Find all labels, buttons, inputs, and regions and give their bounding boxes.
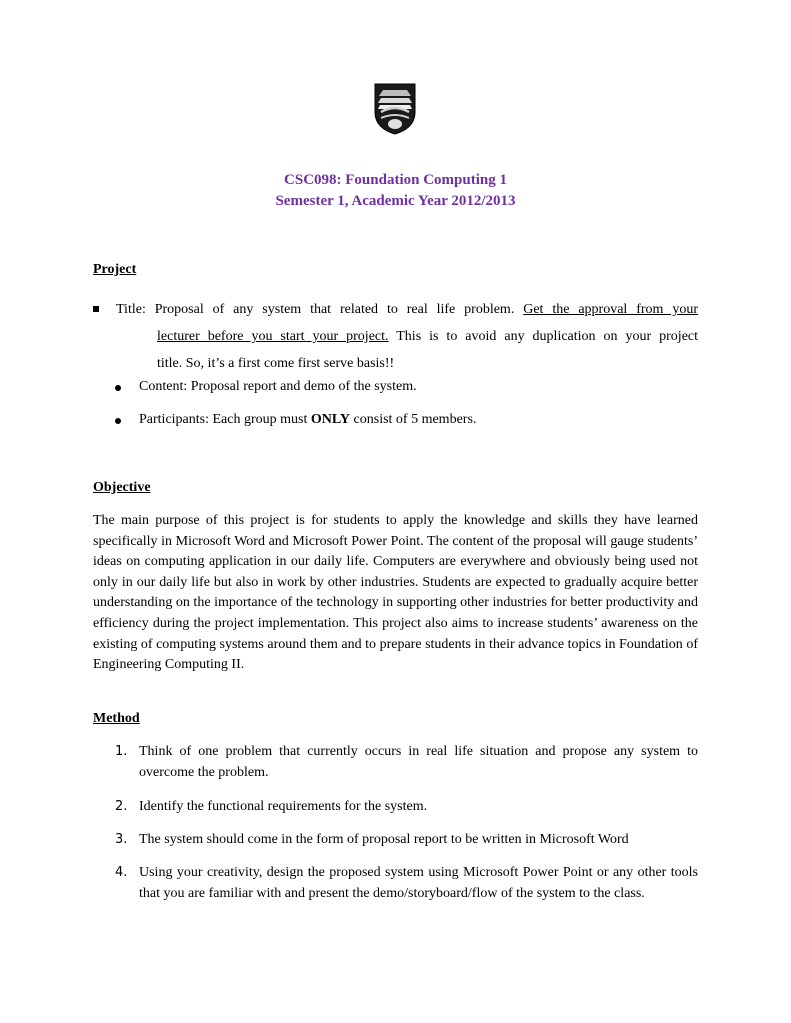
title-item-line3: title. So, it’s a first come first serve basis!! [157,356,395,371]
list-item-text: Think of one problem that currently occurs in real life situation and propose any system to overcome the problem. [139,744,698,780]
participants-prefix: Participants: Each group must [139,412,308,427]
participants-suffix: consist of 5 members. [353,412,477,427]
bullet-dot-icon [115,385,121,391]
title-item-prefix: Title: Proposal of any system that related to real life problem. [116,302,515,317]
title-item-line1 [116,296,698,323]
list-number: 3. [115,832,128,847]
square-bullet-icon [93,306,99,312]
semester-title: Semester 1, Academic Year 2012/2013 [275,193,516,209]
participants-item-text [139,412,476,428]
approval-underlined-text: Get the approval from your [523,302,698,317]
participants-emphasis: ONLY [310,412,351,427]
course-title: CSC098: Foundation Computing 1 [284,172,507,188]
bullet-dot-icon [115,418,121,424]
list-item-text: Using your creativity, design the proposed system using Microsoft Power Point or any other tools that you are familiar with and present the demo/storyboard/flow of the system to the class. [139,865,698,901]
objective-paragraph: The main purpose of this project is for students to apply the knowledge and skills they have learned specifically in Microsoft Word and Microsoft Power Point. The content of the proposal will gauge students’ ideas on computing application in our daily life. Computers are everywhere and obviously being used not only in our daily life but also in work by other industries. Students are expected to gradually acquire better understanding on the importance of the technology in supporting other industries for better productivity and efficiency during the project implementation. This project also aims to increase students’ awareness on the existing of computing systems around them and to prepare students in their advance topics in Foundation of Engineering Computing II. [93,513,698,673]
duplication-text: This is to avoid any duplication on your project [396,329,699,344]
lecturer-underlined-text: lecturer before you start your project. [157,329,389,344]
title-item-line2 [157,323,698,350]
project-heading: Project [93,262,137,277]
method-heading: Method [93,711,140,726]
list-item-text: Identify the functional requirements for the system. [139,799,428,814]
objective-heading: Objective [93,480,151,495]
content-item-text: Content: Proposal report and demo of the system. [139,379,417,394]
university-crest-icon [373,82,417,136]
list-number: 2. [115,799,128,814]
list-item-text: The system should come in the form of proposal report to be written in Microsoft Word [139,832,629,847]
list-number: 1. [115,744,128,759]
course-heading [0,170,791,212]
list-number: 4. [115,865,128,880]
